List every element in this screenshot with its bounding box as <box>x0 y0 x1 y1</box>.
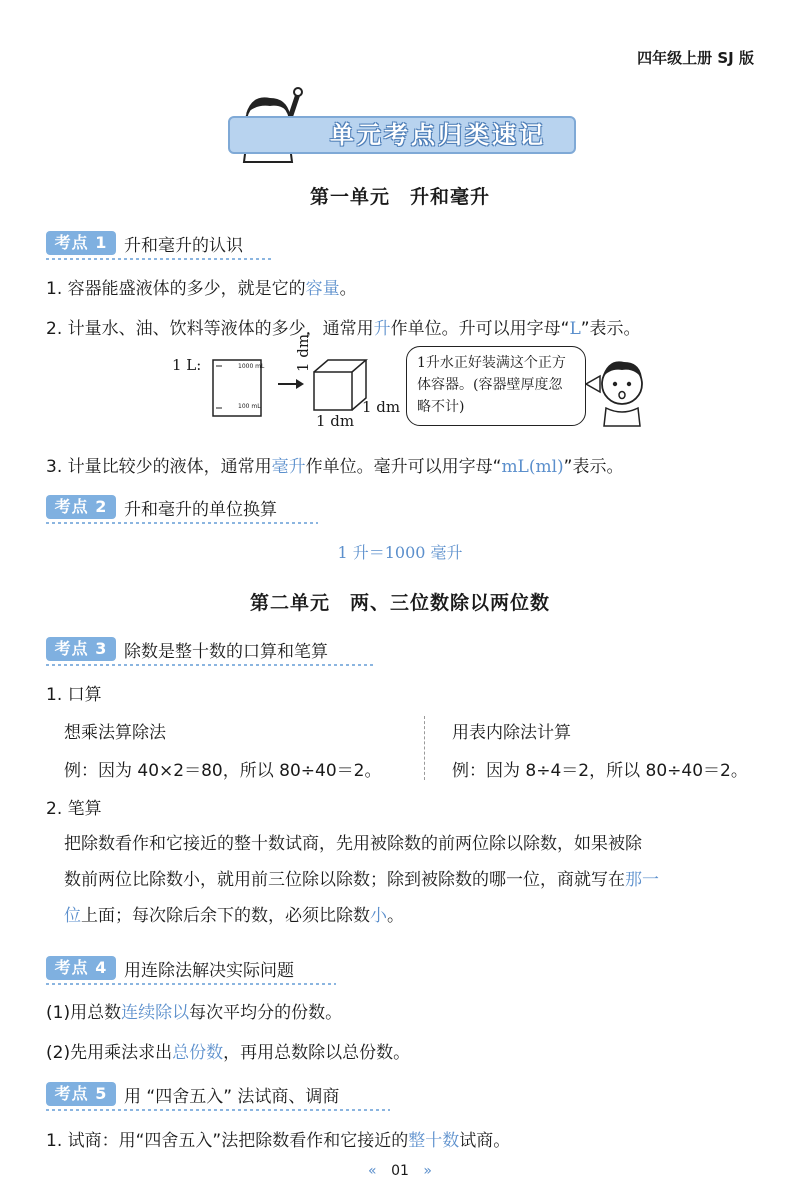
kp3-title: 除数是整十数的口算和笔算 <box>124 642 328 662</box>
kp1-underline <box>46 258 272 260</box>
unit2-title: 第二单元 两、三位数除以两位数 <box>249 592 550 614</box>
kp1-item1-highlight: 容量 <box>305 279 340 299</box>
kp2-tag: 考点 2 <box>46 495 116 519</box>
kp5-item1: 1. 试商：用“四舍五入”法把除数看作和它接近的整十数试商。 <box>46 1131 511 1151</box>
kp1-item3: 3. 计量比较少的液体，通常用毫升作单位。毫升可以用字母“mL(ml)”表示。 <box>46 457 624 477</box>
right-method-title: 用表内除法计算 <box>452 723 571 743</box>
beaker-bottom-mark: 100 mL <box>238 403 261 410</box>
beaker-top-mark: 1000 mL <box>238 363 265 370</box>
right-method-example: 例：因为 8÷4＝2，所以 80÷40＝2。 <box>452 761 748 781</box>
cube-side-dim: 1 dm <box>294 333 312 372</box>
banner-title: 单元考点归类速记 <box>330 121 546 149</box>
kp4-tag: 考点 4 <box>46 956 116 980</box>
written-paragraph: 把除数看作和它接近的整十数试商，先用被除数的前两位除以除数，如果被除 数前两位比除数小，就用前三位除以除数；除到被除数的哪一位，商就写在那一 位上面；每次除后余下的数，必须比除数小。 <box>64 834 659 926</box>
kp1-item1: 1. 容器能盛液体的多少，就是它的容量。 <box>46 279 357 299</box>
left-chevron-icon: « <box>368 1163 377 1179</box>
cube-bottom-dim: 1 dm <box>316 412 355 430</box>
kp2-title: 升和毫升的单位换算 <box>124 500 277 520</box>
page-number: « 01 » <box>368 1163 432 1179</box>
column-divider <box>424 716 425 780</box>
grade-label: 四年级上册 SJ 版 <box>637 49 754 67</box>
kp4-item1: (1)用总数连续除以每次平均分的份数。 <box>46 1003 343 1023</box>
kp4-title: 用连除法解决实际问题 <box>124 961 294 981</box>
kp4-underline <box>46 983 336 985</box>
kp2-underline <box>46 522 318 524</box>
left-method-title: 想乘法算除法 <box>64 723 166 743</box>
kp1-tag: 考点 1 <box>46 231 116 255</box>
boy-face-icon <box>586 344 646 428</box>
written-heading: 2. 笔算 <box>46 799 102 819</box>
kp5-title: 用 “四舍五入” 法试商、调商 <box>124 1087 340 1107</box>
kp2-formula: 1 升＝1000 毫升 <box>337 543 463 562</box>
kp5-underline <box>46 1109 390 1111</box>
left-method-example: 例：因为 40×2＝80，所以 80÷40＝2。 <box>64 761 382 781</box>
right-chevron-icon: » <box>423 1163 432 1179</box>
kp1-title: 升和毫升的认识 <box>124 236 243 256</box>
speech-bubble: 1升水正好装满这个正方体容器。(容器壁厚度忽略不计) <box>406 346 586 426</box>
cube-depth-dim: 1 dm <box>362 398 401 416</box>
kp4-item2: (2)先用乘法求出总份数，再用总数除以总份数。 <box>46 1043 411 1063</box>
figure-label: 1 L: <box>172 356 202 374</box>
kp3-underline <box>46 664 376 666</box>
kp3-tag: 考点 3 <box>46 637 116 661</box>
oral-heading: 1. 口算 <box>46 685 102 705</box>
unit1-title: 第一单元 升和毫升 <box>309 186 490 208</box>
kp1-item2: 2. 计量水、油、饮料等液体的多少，通常用升作单位。升可以用字母“L”表示。 <box>46 319 641 339</box>
kp5-tag: 考点 5 <box>46 1082 116 1106</box>
